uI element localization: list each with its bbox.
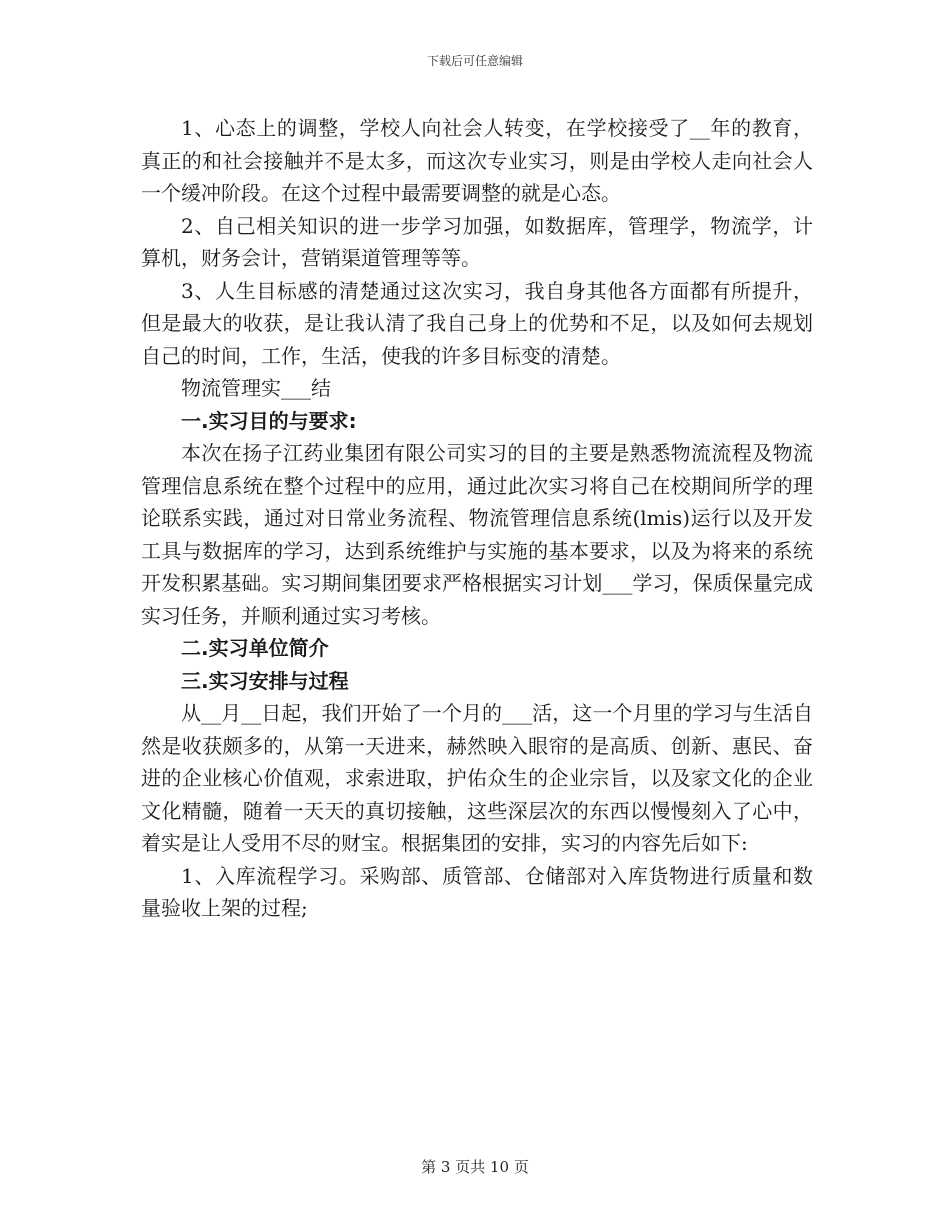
heading-arrangement-process: 三.实习安排与过程 — [181, 668, 349, 693]
paragraph-internship-purpose: 本次在扬子江药业集团有限公司实习的目的主要是熟悉物流流程及物流管理信息系统在整个过程中的应用，通过此次实习将自己在校期间所学的理论联系实践，通过对日常业务流程、物流管理信息系统(lmis)运行以及开发工具与数据库的学习，达到系统维护与实施的基本要求，以及为将来的系统开发积累基础。实习期间集团要求严格根据实习计划___学习，保质保量完成实习任务，并顺利通过实习考核。 — [141, 441, 813, 628]
section-title-logistics-summary: 物流管理实___结 — [181, 376, 331, 400]
paragraph-inbound-process: 1、入库流程学习。采购部、质管部、仓储部对入库货物进行质量和数量验收上架的过程; — [141, 863, 813, 920]
paragraph-mindset-adjustment: 1、心态上的调整，学校人向社会人转变，在学校接受了__年的教育，真正的和社会接触并不是太多，而这次专业实习，则是由学校人走向社会人一个缓冲阶段。在这个过程中最需要调整的就是心态。 — [141, 116, 813, 205]
page-header-note: 下载后可任意编辑 — [426, 54, 523, 68]
page-number: 第 3 页共 10 页 — [421, 1158, 529, 1176]
paragraph-internship-experience: 从__月__日起，我们开始了一个月的___活，这一个月里的学习与生活自然是收获颇多的，从第一天进来，赫然映入眼帘的是高质、创新、惠民、奋进的企业核心价值观，求索进取，护佑众生的企业宗旨，以及家文化的企业文化精髓，随着一天天的真切接触，这些深层次的东西以慢慢刻入了心中，着实是让人受用不尽的财宝。根据集团的安排，实习的内容先后如下: — [141, 701, 813, 855]
paragraph-knowledge-strengthening: 2、自己相关知识的进一步学习加强，如数据库，管理学，物流学，计算机，财务会计，营销渠道管理等等。 — [141, 213, 813, 270]
heading-unit-intro: 二.实习单位简介 — [181, 636, 329, 660]
paragraph-life-goals: 3、人生目标感的清楚通过这次实习，我自身其他各方面都有所提升，但是最大的收获，是让我认清了我自己身上的优势和不足，以及如何去规划自己的时间，工作，生活，使我的许多目标变的清楚。 — [141, 278, 813, 368]
document-body — [141, 112, 813, 925]
heading-purpose-requirements: 一.实习目的与要求: — [181, 408, 357, 433]
